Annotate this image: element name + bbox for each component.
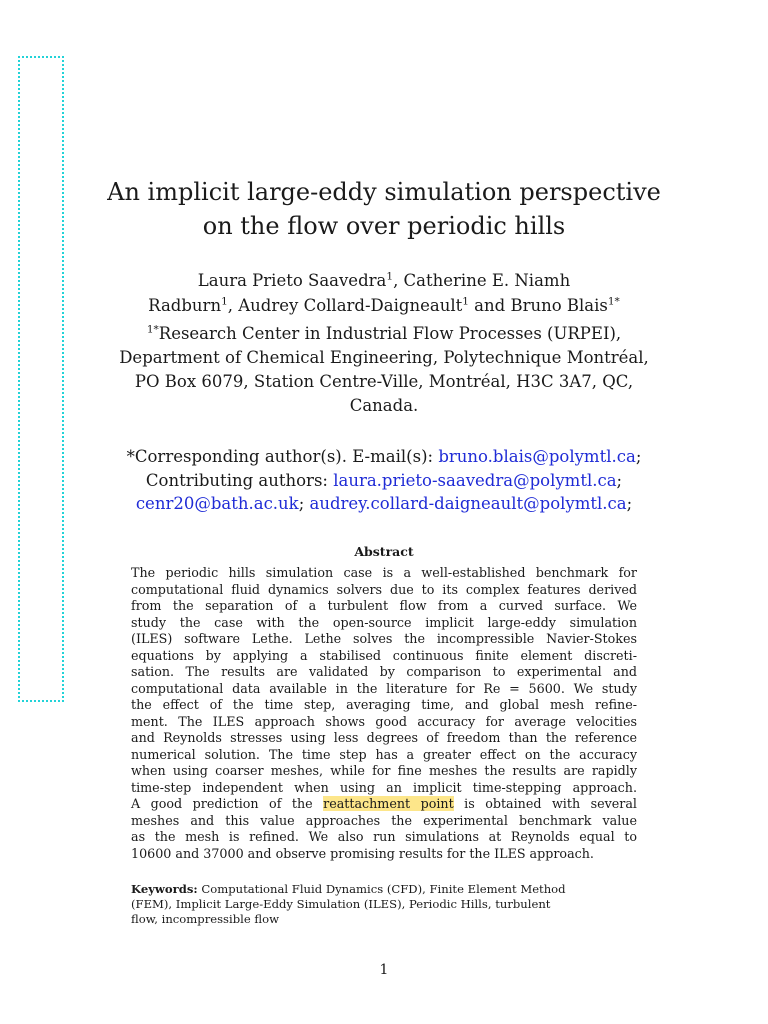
keywords-block <box>131 882 637 927</box>
abstract-line: meshes and this value approaches the experimental benchmark value <box>131 812 637 828</box>
email-link[interactable]: laura.prieto-saavedra@polymtl.ca <box>333 470 617 490</box>
abstract-line: study the case with the open-source implicit large-eddy simulation <box>131 614 637 630</box>
abstract-line: ment. The ILES approach shows good accuracy for average velocities <box>131 713 637 729</box>
abstract-line: computational data available in the literature for Re = 5600. We study <box>131 680 637 696</box>
author-name: Laura Prieto Saavedra <box>197 271 387 290</box>
title-line-1: An implicit large-eddy simulation perspective <box>107 178 661 206</box>
correspondence-block <box>0 445 768 516</box>
affiliation-line: Canada. <box>349 396 419 415</box>
abstract-line-highlighted <box>131 796 637 813</box>
affiliation-block <box>0 322 768 418</box>
affiliation-marker: 1 <box>462 295 469 308</box>
abstract-line: the effect of the time step, averaging time, and global mesh refine- <box>131 697 637 712</box>
author-line-2 <box>0 293 768 318</box>
affiliation-marker: 1* <box>146 323 159 336</box>
highlighted-term[interactable]: reattachment point <box>323 796 454 811</box>
abstract-line: as the mesh is refined. We also run simulations at Reynolds equal to <box>131 829 637 844</box>
keywords-line: (FEM), Implicit Large-Eddy Simulation (ILES), Periodic Hills, turbulent <box>131 897 551 911</box>
abstract-line: computational fluid dynamics solvers due to its complex features derived <box>131 581 637 597</box>
separator: ; <box>626 494 633 513</box>
corresponding-label: *Corresponding author(s). E-mail(s): <box>126 447 439 466</box>
abstract-line: (ILES) software Lethe. Lethe solves the incompressible Navier-Stokes <box>131 631 637 646</box>
author-name: , Audrey Collard-Daigneault <box>227 296 463 315</box>
paper-title <box>0 175 768 243</box>
affiliation-line <box>0 322 768 346</box>
abstract-text: is obtained with several <box>453 796 637 811</box>
keywords-line <box>131 882 637 897</box>
abstract-text: A good prediction of the <box>131 796 324 811</box>
contributing-line <box>0 492 768 516</box>
keywords-line: flow, incompressible flow <box>131 912 280 926</box>
affiliation-line: PO Box 6079, Station Centre-Ville, Montréal, H3C 3A7, QC, <box>134 372 634 391</box>
email-link[interactable]: bruno.blais@polymtl.ca <box>438 447 636 466</box>
abstract-line: from the separation of a turbulent flow from a curved surface. We <box>131 598 637 613</box>
corresponding-line <box>0 445 768 469</box>
page-number: 1 <box>379 962 389 978</box>
author-list <box>0 268 768 318</box>
author-line-1 <box>0 268 768 293</box>
title-line-2: on the flow over periodic hills <box>202 212 566 240</box>
affiliation-text: Research Center in Industrial Flow Processes (URPEI), <box>158 324 622 343</box>
abstract-line: numerical solution. The time step has a greater effect on the accuracy <box>131 746 637 762</box>
abstract-line: and Reynolds stresses using less degrees of freedom than the reference <box>131 730 637 745</box>
abstract-line: equations by applying a stabilised continuous finite element discreti- <box>131 647 637 663</box>
abstract-line: time-step independent when using an implicit time-stepping approach. <box>131 779 637 795</box>
affiliation-marker: 1 <box>386 270 394 283</box>
separator: ; <box>616 470 623 490</box>
author-name: , Catherine E. Niamh <box>393 271 571 290</box>
contributing-label: Contributing authors: <box>145 470 334 490</box>
abstract-body <box>131 565 637 862</box>
email-link[interactable]: audrey.collard-daigneault@polymtl.ca <box>309 494 627 513</box>
affiliation-marker: 1* <box>607 295 620 308</box>
separator: ; <box>635 447 642 466</box>
affiliation-marker: 1 <box>221 295 228 308</box>
keywords-text: Computational Fluid Dynamics (CFD), Finite Element Method <box>197 882 566 896</box>
abstract-line: 10600 and 37000 and observe promising results for the ILES approach. <box>131 845 594 861</box>
keywords-label: Keywords: <box>131 882 198 896</box>
abstract-heading: Abstract <box>354 544 414 559</box>
email-link[interactable]: cenr20@bath.ac.uk <box>135 494 299 513</box>
affiliation-line: Department of Chemical Engineering, Polytechnique Montréal, <box>119 348 649 367</box>
author-name: Radburn <box>148 296 222 315</box>
abstract-line: The periodic hills simulation case is a well-established benchmark for <box>131 565 637 580</box>
abstract-line: sation. The results are validated by comparison to experimental and <box>131 664 637 679</box>
author-name: and Bruno Blais <box>468 296 608 315</box>
separator: ; <box>298 494 305 513</box>
contributing-line <box>0 469 768 493</box>
abstract-line: when using coarser meshes, while for fine meshes the results are rapidly <box>131 763 637 778</box>
